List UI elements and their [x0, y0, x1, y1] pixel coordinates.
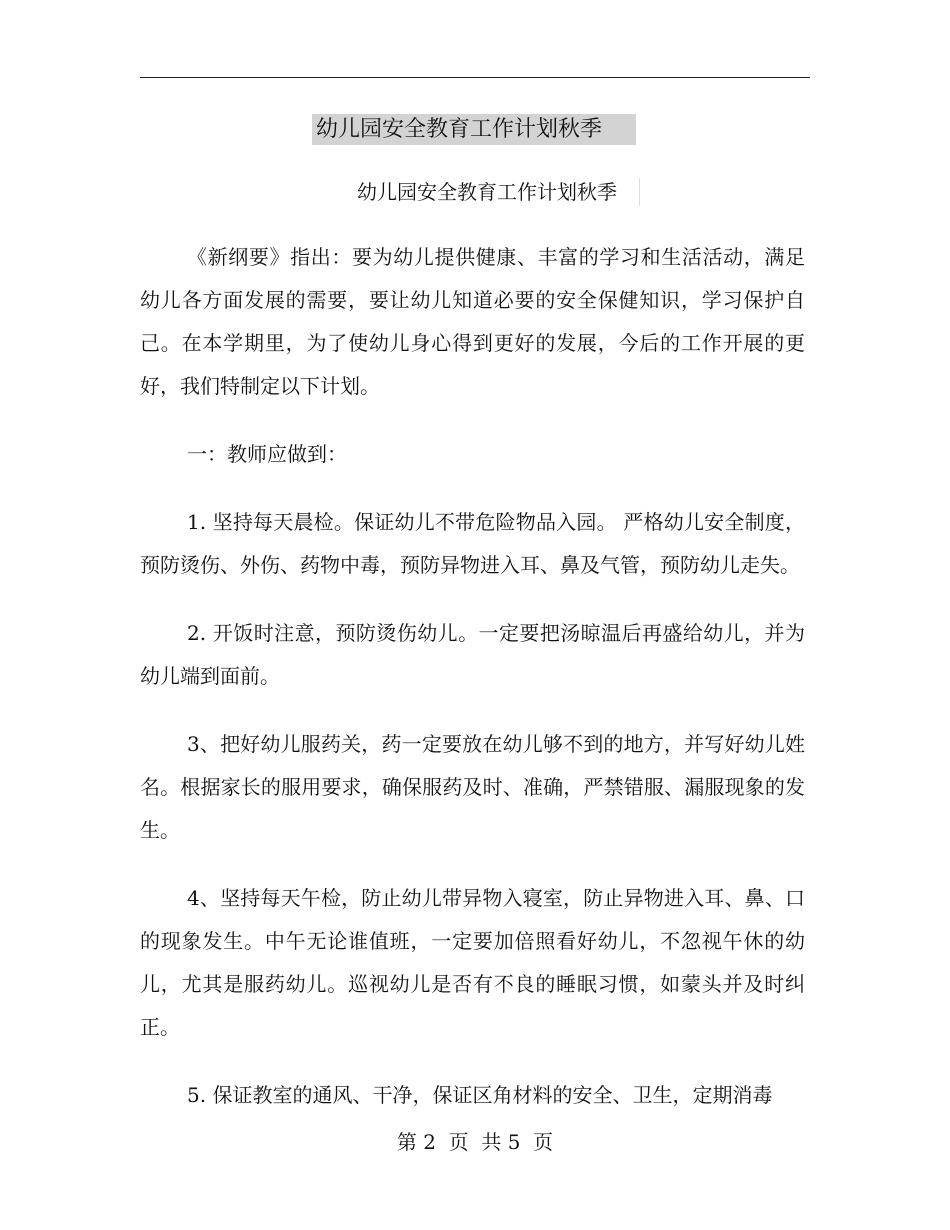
paragraph-intro: 《新纲要》指出：要为幼儿提供健康、丰富的学习和生活活动，满足幼儿各方面发展的需要，要让幼儿知道必要的安全保健知识，学习保护自己。在本学期里，为了使幼儿身心得到更好的发展，今后的工作开展的更好，我们特制定以下计划。	[140, 245, 805, 398]
document-body	[140, 236, 805, 1142]
section-heading: 一：教师应做到：	[187, 442, 347, 466]
paragraph-item-1: 1. 坚持每天晨检。保证幼儿不带危险物品入园。 严格幼儿安全制度，预防烫伤、外伤、药物中毒，预防异物进入耳、鼻及气管，预防幼儿走失。	[140, 510, 805, 577]
paragraph-item-5: 5. 保证教室的通风、干净，保证区角材料的安全、卫生，定期消毒	[187, 1083, 773, 1107]
header-rule	[140, 77, 810, 78]
paragraph-item-4: 4、坚持每天午检，防止幼儿带异物入寝室，防止异物进入耳、鼻、口的现象发生。中午无论谁值班，一定要加倍照看好幼儿，不忽视午休的幼儿，尤其是服药幼儿。巡视幼儿是否有不良的睡眠习惯，如蒙头并及时纠正。	[140, 886, 805, 1039]
paragraph-item-2: 2. 开饭时注意，预防烫伤幼儿。一定要把汤晾温后再盛给幼儿，并为幼儿端到面前。	[140, 621, 805, 688]
document-title: 幼儿园安全教育工作计划秋季	[312, 114, 636, 145]
page-number: 第 2 页 共 5 页	[396, 1130, 554, 1154]
document-subtitle: 幼儿园安全教育工作计划秋季	[357, 178, 640, 206]
paragraph-item-3: 3、把好幼儿服药关，药一定要放在幼儿够不到的地方，并写好幼儿姓名。根据家长的服用要求，确保服药及时、准确，严禁错服、漏服现象的发生。	[140, 732, 805, 842]
